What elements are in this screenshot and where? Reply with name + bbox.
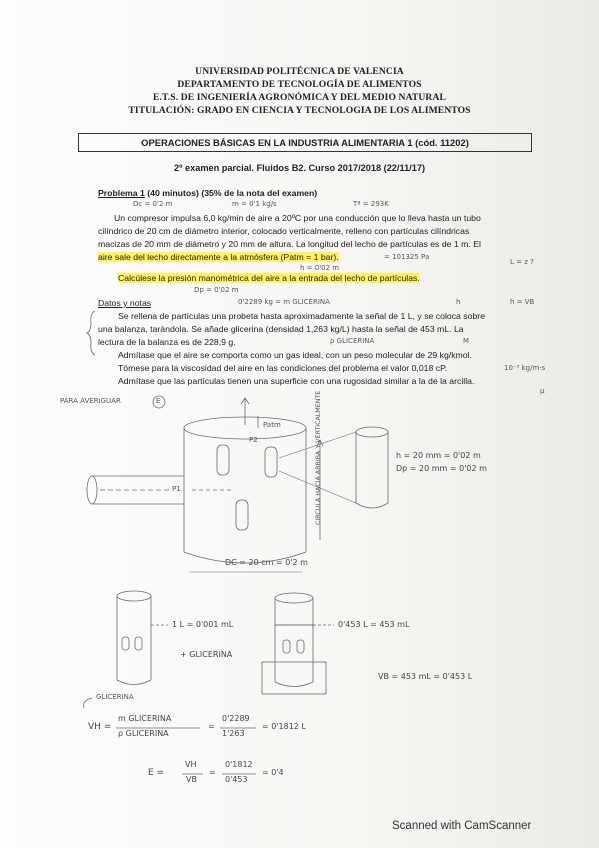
one-liter-note: 1 L = 0'001 mL <box>172 620 234 629</box>
inlet-pipe-end <box>87 476 97 504</box>
p2-label: P2 <box>249 436 258 444</box>
school-heading: E.T.S. DE INGENIERÍA AGRONÓMICA Y DEL MEDIO NATURAL <box>153 92 446 103</box>
cylinder-1-top <box>117 591 151 601</box>
glycerin-label: GLICERINA <box>96 693 134 701</box>
vh-numerator: m GLICERINA <box>118 714 172 723</box>
dp-equation: Dp = 20 mm = 0'02 m <box>396 464 487 473</box>
detail-particle-top <box>356 427 388 437</box>
hand-l: L = z ? <box>510 258 534 266</box>
balance <box>262 662 326 694</box>
problem-line-2: cilíndrico de 20 cm de diámetro interior, colocado verticalmente, relleno con partículas cilíndricas <box>98 226 470 236</box>
particle-3 <box>236 500 248 530</box>
department-heading: DEPARTAMENTO DE TECNOLOGÍA DE ALIMENTOS <box>177 79 422 90</box>
vh-numerator-2: 0'2289 <box>222 714 250 723</box>
university-heading: UNIVERSIDAD POLITÉCNICA DE VALENCIA <box>195 66 404 77</box>
particle-1 <box>217 445 229 475</box>
datos-line-6: Admítase que las partículas tienen una superficie con una rugosidad similar a la de la arcilla. <box>118 376 475 386</box>
epsilon-circle <box>153 396 165 408</box>
problem-line-1: Un compresor impulsa 6,0 kg/min de aire a 20ºC por una conducción que lo lleva hasta un tubo <box>114 213 481 223</box>
vh-denominator-2: 1'263 <box>222 729 245 738</box>
vh-denominator: ρ GLICERINA <box>118 729 169 738</box>
datos-line-3: lectura de la balanza es de 228,9 g. <box>98 337 236 347</box>
vb-equation: VB = 453 mL = 0'453 L <box>378 672 473 681</box>
hand-m: m = 0'1 kg/s <box>232 200 277 208</box>
eps-numerator: VH <box>185 760 197 769</box>
volume-453-note: 0'453 L = 453 mL <box>338 620 410 629</box>
epsilon-circle-label: E <box>156 397 161 405</box>
eps-lhs: E = <box>148 768 165 778</box>
exam-line: 2º examen parcial. Fluidos B2. Curso 2017/2018 (22/11/17) <box>173 163 426 173</box>
problem-meta: (40 minutos) (35% de la nota del examen) <box>147 188 318 198</box>
eps-result: = 0'4 <box>262 768 284 777</box>
datos-title: Datos y notas <box>98 298 152 308</box>
vh-equals: = <box>208 722 215 731</box>
vh-result: = 0'1812 L <box>262 722 306 731</box>
p1-label: P1 <box>172 485 181 493</box>
hand-h: h = 0'02 m <box>300 264 340 272</box>
scanner-footer: Scanned with CamScanner <box>392 820 532 832</box>
hand-visc: 10⁻³ kg/m·s <box>504 364 546 372</box>
hand-patm: = 101325 Pa <box>384 253 430 261</box>
datos-brace <box>87 311 95 355</box>
flow-direction-label: CIRCULA HACIA ARRIBA Y VERTICALMENTE <box>315 390 322 525</box>
h-equation: h = 20 mm = 0'02 m <box>396 451 481 460</box>
degree-heading: TITULACIÓN: GRADO EN CIENCIA Y TECNOLOGIA DE LOS ALIMENTOS <box>128 105 471 116</box>
patm-label: Patm <box>263 421 281 429</box>
vh-lhs: VH = <box>88 722 112 732</box>
hand-h-arrow: h <box>456 298 461 306</box>
eps-numerator-2: 0'1812 <box>225 760 253 769</box>
datos-line-2: una balanza, tarándola. Se añade glicerina (densidad 1,263 kg/L) hasta la señal de 453 mL. La <box>98 324 464 334</box>
eps-denominator: VB <box>186 775 197 784</box>
datos-line-1: Se rellena de partículas una probeta hasta aproximadamente la señal de 1 L, y se coloca sobre <box>118 311 486 321</box>
column-bottom-arc <box>184 552 306 563</box>
plus-glycerin-note: + GLICERINA <box>180 650 233 659</box>
hand-dc: Dc = 0'2 m <box>133 200 173 208</box>
datos-line-4: Admítase que el aire se comporta como un gas ideal, con un peso molecular de 29 kg/kmol. <box>118 350 472 360</box>
course-box: OPERACIONES BÁSICAS EN LA INDUSTRIA ALIMENTARIA 1 (cód. 11202) <box>78 133 532 152</box>
eps-denominator-2: 0'453 <box>225 775 248 784</box>
problem-title: Problema 1 <box>98 188 145 198</box>
problem-line-3: macizas de 20 mm de diámetro y 20 mm de altura. La longitud del lecho de partículas es de 1 m. El <box>98 239 481 249</box>
problem-line-4-text: aire sale del lecho directamente a la atmósfera (Patm = 1 bar). <box>98 252 339 262</box>
dc-equation: DC = 20 cm = 0'2 m <box>225 558 308 567</box>
eps-equals: = <box>209 768 216 777</box>
hand-dp: Dp = 0'02 m <box>194 286 239 294</box>
para-averiguar-label: PARA AVERIGUAR <box>60 397 121 405</box>
hand-mu: μ <box>540 387 545 395</box>
hand-rho: ρ GLICERINA <box>330 337 375 345</box>
particle-2 <box>265 447 277 477</box>
hand-mass: 0'2289 kg = m GLICERINA <box>238 298 330 306</box>
hand-m-arrow: M <box>463 337 470 345</box>
hand-vb: h = VB <box>510 298 535 306</box>
datos-line-5: Tómese para la viscosidad del aire en las condiciones del problema el valor 0,018 cP. <box>118 363 448 373</box>
hand-t: Tª = 293K <box>353 200 389 208</box>
problem-line-5-text: Calcúlese la presión manométrica del aire a la entrada del lecho de partículas. <box>118 273 420 283</box>
cylinder-2-top <box>275 593 313 603</box>
